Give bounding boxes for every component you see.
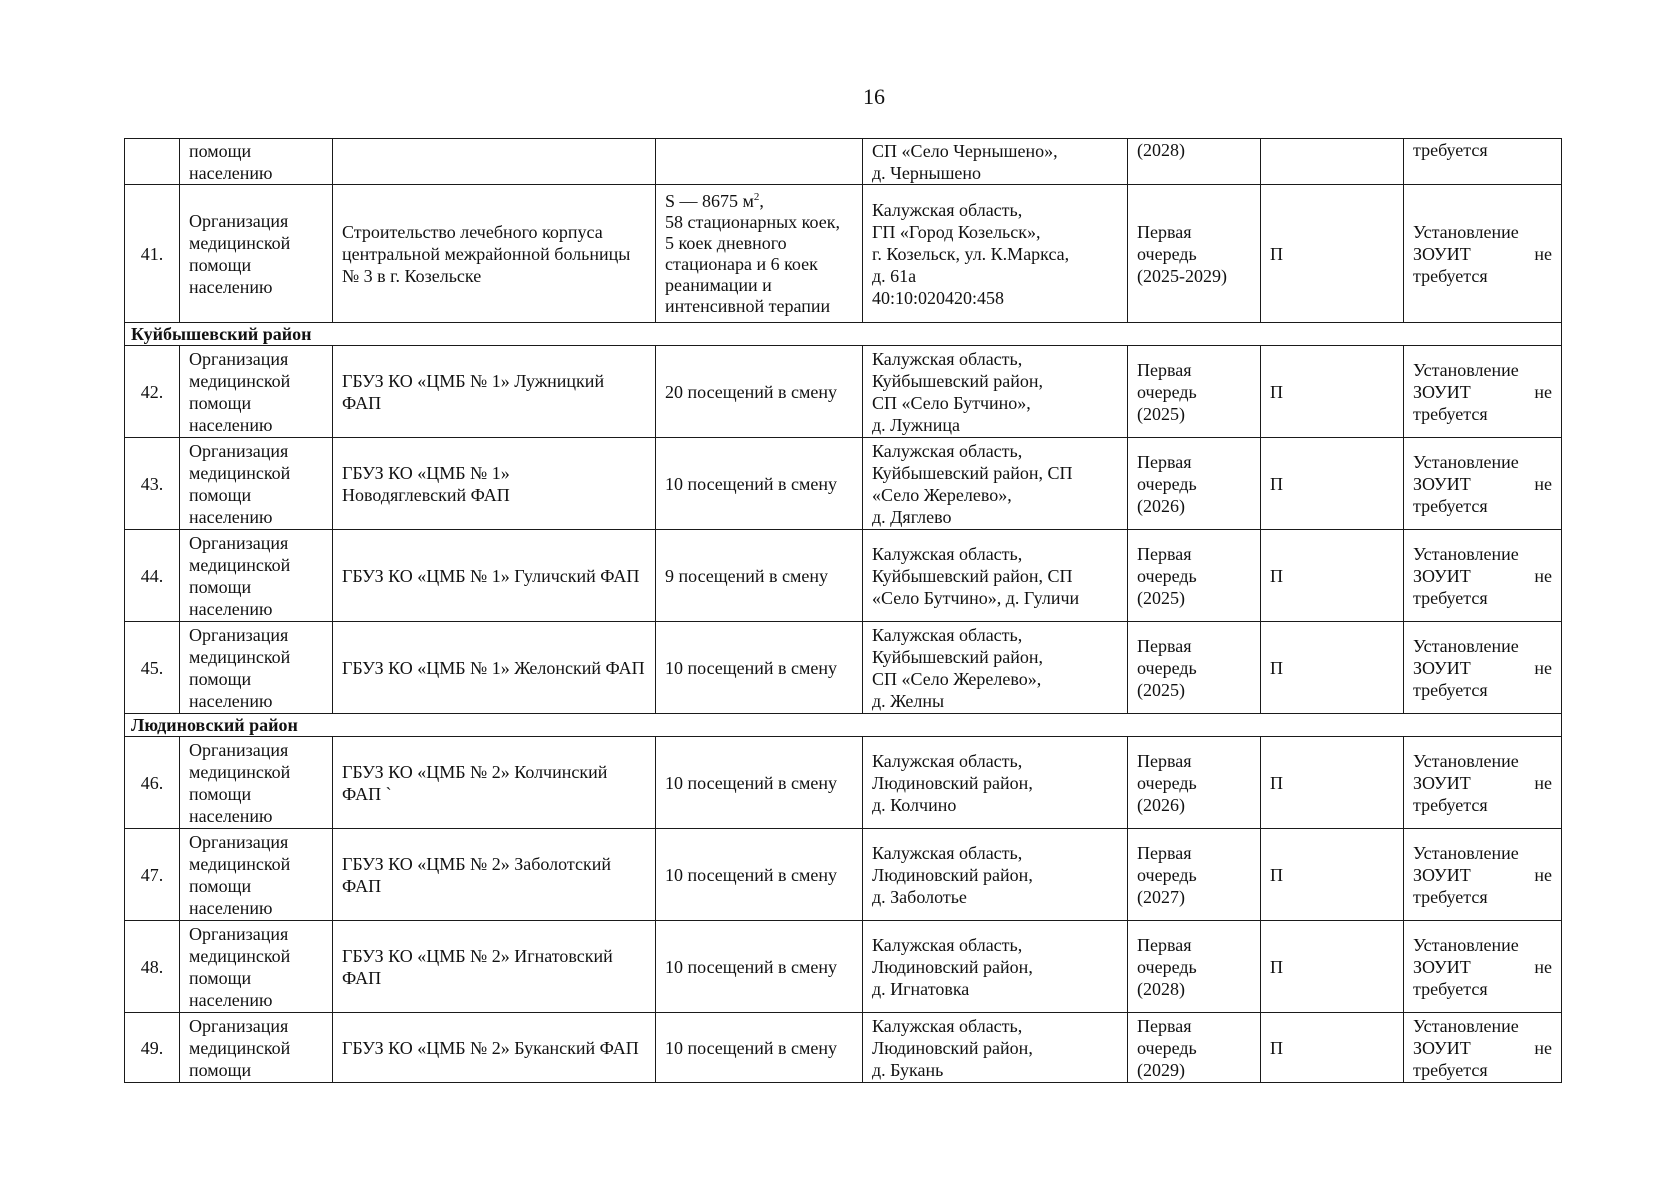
requirement-line-3: требуется (1413, 886, 1488, 907)
cell-requirement (1404, 622, 1562, 714)
capacity-area-unit-exponent: 2 (753, 190, 760, 203)
table-row (125, 737, 1562, 829)
requirement-zouit: ЗОУИТ (1413, 772, 1471, 793)
requirement-line-2 (1413, 657, 1552, 679)
table-row (125, 438, 1562, 530)
requirement-zouit: ЗОУИТ (1413, 565, 1471, 586)
cell-purpose: Организация медицинской помощи населению (180, 185, 333, 323)
cell-address: Калужская область, Людиновский район, д. Колчино (863, 737, 1128, 829)
requirement-line-3: требуется (1413, 495, 1488, 516)
district-row (125, 323, 1562, 346)
cell-capacity: 10 посещений в смену (656, 622, 863, 714)
capacity-beds: , 58 стационарных коек, 5 коек дневного стационара и 6 коек реанимации и интенсивной терапии (665, 190, 840, 316)
requirement-line-1: Установление (1413, 359, 1519, 380)
requirement-zouit: ЗОУИТ (1413, 243, 1471, 264)
cell-capacity: 10 посещений в смену (656, 921, 863, 1013)
cell-requirement (1404, 530, 1562, 622)
cell-address: Калужская область, Людиновский район, д. Букань (863, 1013, 1128, 1083)
cell-num: 41. (125, 185, 180, 323)
cell-stage: Первая очередь (2026) (1128, 737, 1261, 829)
requirement-ne: не (1534, 1037, 1552, 1058)
requirement-line-2 (1413, 956, 1552, 978)
requirement-line-2 (1413, 1037, 1552, 1059)
district-title: Людиновский район (125, 714, 1562, 737)
cell-status: П (1261, 530, 1404, 622)
requirement-line-3: требуется (1413, 978, 1488, 999)
requirement-line-1: Установление (1413, 1015, 1519, 1036)
cell-object: Строительство лечебного корпуса центральной межрайонной больницы № 3 в г. Козельске (333, 185, 656, 323)
cell-object: ГБУЗ КО «ЦМБ № 1» Лужницкий ФАП (333, 346, 656, 438)
table-row (125, 1013, 1562, 1083)
requirement-line-1: Установление (1413, 934, 1519, 955)
requirement-line-3: требуется (1413, 679, 1488, 700)
cell-purpose: Организация медицинской помощи (180, 1013, 333, 1083)
rows-kuibyshev (125, 346, 1562, 714)
requirement-zouit: ЗОУИТ (1413, 381, 1471, 402)
cell-num: 42. (125, 346, 180, 438)
cell-status: П (1261, 737, 1404, 829)
requirement-line-1: Установление (1413, 221, 1519, 242)
requirement-line-3: требуется (1413, 1059, 1488, 1080)
requirement-line-3: требуется (1413, 794, 1488, 815)
cell-capacity: 10 посещений в смену (656, 829, 863, 921)
cell-num (125, 139, 180, 185)
cell-stage: Первая очередь (2025) (1128, 346, 1261, 438)
cell-num: 49. (125, 1013, 180, 1083)
cell-address: Калужская область, Куйбышевский район, СП «Село Бутчино», д. Лужница (863, 346, 1128, 438)
cell-status: П (1261, 185, 1404, 323)
cell-purpose: Организация медицинской помощи населению (180, 921, 333, 1013)
cell-purpose: помощи населению (180, 139, 333, 185)
requirement-line-2 (1413, 864, 1552, 886)
cell-stage: (2028) (1128, 139, 1261, 185)
cell-address: Калужская область, Куйбышевский район, СП «Село Жерелево», д. Дяглево (863, 438, 1128, 530)
requirement-ne: не (1534, 565, 1552, 586)
cell-purpose: Организация медицинской помощи населению (180, 829, 333, 921)
cell-capacity (656, 139, 863, 185)
cell-requirement (1404, 185, 1562, 323)
cell-address: Калужская область, Людиновский район, д. Игнатовка (863, 921, 1128, 1013)
cell-status: П (1261, 622, 1404, 714)
cell-purpose: Организация медицинской помощи населению (180, 737, 333, 829)
table-row (125, 829, 1562, 921)
cell-address: СП «Село Чернышено», д. Чернышено (863, 139, 1128, 185)
cell-requirement (1404, 829, 1562, 921)
cell-requirement (1404, 1013, 1562, 1083)
cell-object: ГБУЗ КО «ЦМБ № 1» Новодяглевский ФАП (333, 438, 656, 530)
cell-stage: Первая очередь (2025) (1128, 530, 1261, 622)
cell-num: 45. (125, 622, 180, 714)
capacity-area: S — 8675 м (665, 190, 754, 211)
cell-object: ГБУЗ КО «ЦМБ № 1» Желонский ФАП (333, 622, 656, 714)
cell-status: П (1261, 921, 1404, 1013)
cell-capacity: 20 посещений в смену (656, 346, 863, 438)
requirement-line-2 (1413, 772, 1552, 794)
requirement-line-3: требуется (1413, 403, 1488, 424)
requirement-ne: не (1534, 381, 1552, 402)
cell-stage: Первая очередь (2025-2029) (1128, 185, 1261, 323)
table-row (125, 346, 1562, 438)
cell-address: Калужская область, Куйбышевский район, СП «Село Бутчино», д. Гуличи (863, 530, 1128, 622)
cell-status: П (1261, 346, 1404, 438)
cell-capacity: 10 посещений в смену (656, 1013, 863, 1083)
requirement-line-1: Установление (1413, 543, 1519, 564)
cell-num: 43. (125, 438, 180, 530)
page-number: 16 (863, 84, 885, 109)
cell-address: Калужская область, Куйбышевский район, СП «Село Жерелево», д. Желны (863, 622, 1128, 714)
table-row-continuation (125, 139, 1562, 185)
table-row (125, 921, 1562, 1013)
requirement-line-3: требуется (1413, 587, 1488, 608)
cell-num: 47. (125, 829, 180, 921)
requirement-line-2 (1413, 565, 1552, 587)
table-row (125, 622, 1562, 714)
cell-object: ГБУЗ КО «ЦМБ № 2» Буканский ФАП (333, 1013, 656, 1083)
requirement-line-1: Установление (1413, 842, 1519, 863)
cell-requirement: требуется (1404, 139, 1562, 185)
cell-stage: Первая очередь (2028) (1128, 921, 1261, 1013)
cell-object: ГБУЗ КО «ЦМБ № 2» Заболотский ФАП (333, 829, 656, 921)
requirement-zouit: ЗОУИТ (1413, 473, 1471, 494)
cell-num: 48. (125, 921, 180, 1013)
requirement-ne: не (1534, 956, 1552, 977)
requirement-zouit: ЗОУИТ (1413, 1037, 1471, 1058)
requirement-zouit: ЗОУИТ (1413, 956, 1471, 977)
cell-requirement (1404, 921, 1562, 1013)
table-row (125, 185, 1562, 323)
cell-address: Калужская область, Людиновский район, д. Заболотье (863, 829, 1128, 921)
cell-status: П (1261, 438, 1404, 530)
cell-purpose: Организация медицинской помощи населению (180, 530, 333, 622)
cell-stage: Первая очередь (2027) (1128, 829, 1261, 921)
cell-object: ГБУЗ КО «ЦМБ № 1» Гуличский ФАП (333, 530, 656, 622)
cell-num: 46. (125, 737, 180, 829)
requirement-ne: не (1534, 657, 1552, 678)
cell-status: П (1261, 829, 1404, 921)
planned-objects-table (124, 138, 1562, 1083)
cell-requirement (1404, 438, 1562, 530)
cell-stage: Первая очередь (2026) (1128, 438, 1261, 530)
requirement-zouit: ЗОУИТ (1413, 864, 1471, 885)
cell-object: ГБУЗ КО «ЦМБ № 2» Колчинский ФАП ` (333, 737, 656, 829)
requirement-zouit: ЗОУИТ (1413, 657, 1471, 678)
cell-address: Калужская область, ГП «Город Козельск», г. Козельск, ул. К.Маркса, д. 61а 40:10:020420:458 (863, 185, 1128, 323)
cell-object (333, 139, 656, 185)
cell-status: П (1261, 1013, 1404, 1083)
district-row (125, 714, 1562, 737)
requirement-ne: не (1534, 243, 1552, 264)
cell-purpose: Организация медицинской помощи населению (180, 346, 333, 438)
rows-lyudinovo (125, 737, 1562, 1083)
cell-purpose: Организация медицинской помощи населению (180, 622, 333, 714)
district-title: Куйбышевский район (125, 323, 1562, 346)
cell-capacity (656, 185, 863, 323)
cell-purpose: Организация медицинской помощи населению (180, 438, 333, 530)
cell-stage: Первая очередь (2029) (1128, 1013, 1261, 1083)
cell-stage: Первая очередь (2025) (1128, 622, 1261, 714)
requirement-line-2 (1413, 243, 1552, 265)
requirement-line-2 (1413, 473, 1552, 495)
cell-requirement (1404, 346, 1562, 438)
requirement-line-1: Установление (1413, 750, 1519, 771)
cell-num: 44. (125, 530, 180, 622)
cell-status (1261, 139, 1404, 185)
requirement-ne: не (1534, 772, 1552, 793)
table-row (125, 530, 1562, 622)
cell-capacity: 10 посещений в смену (656, 737, 863, 829)
requirement-ne: не (1534, 473, 1552, 494)
cell-capacity: 9 посещений в смену (656, 530, 863, 622)
requirement-line-1: Установление (1413, 635, 1519, 656)
requirement-ne: не (1534, 864, 1552, 885)
requirement-line-1: Установление (1413, 451, 1519, 472)
cell-requirement (1404, 737, 1562, 829)
cell-object: ГБУЗ КО «ЦМБ № 2» Игнатовский ФАП (333, 921, 656, 1013)
requirement-line-3: требуется (1413, 265, 1488, 286)
requirement-line-2 (1413, 381, 1552, 403)
cell-capacity: 10 посещений в смену (656, 438, 863, 530)
